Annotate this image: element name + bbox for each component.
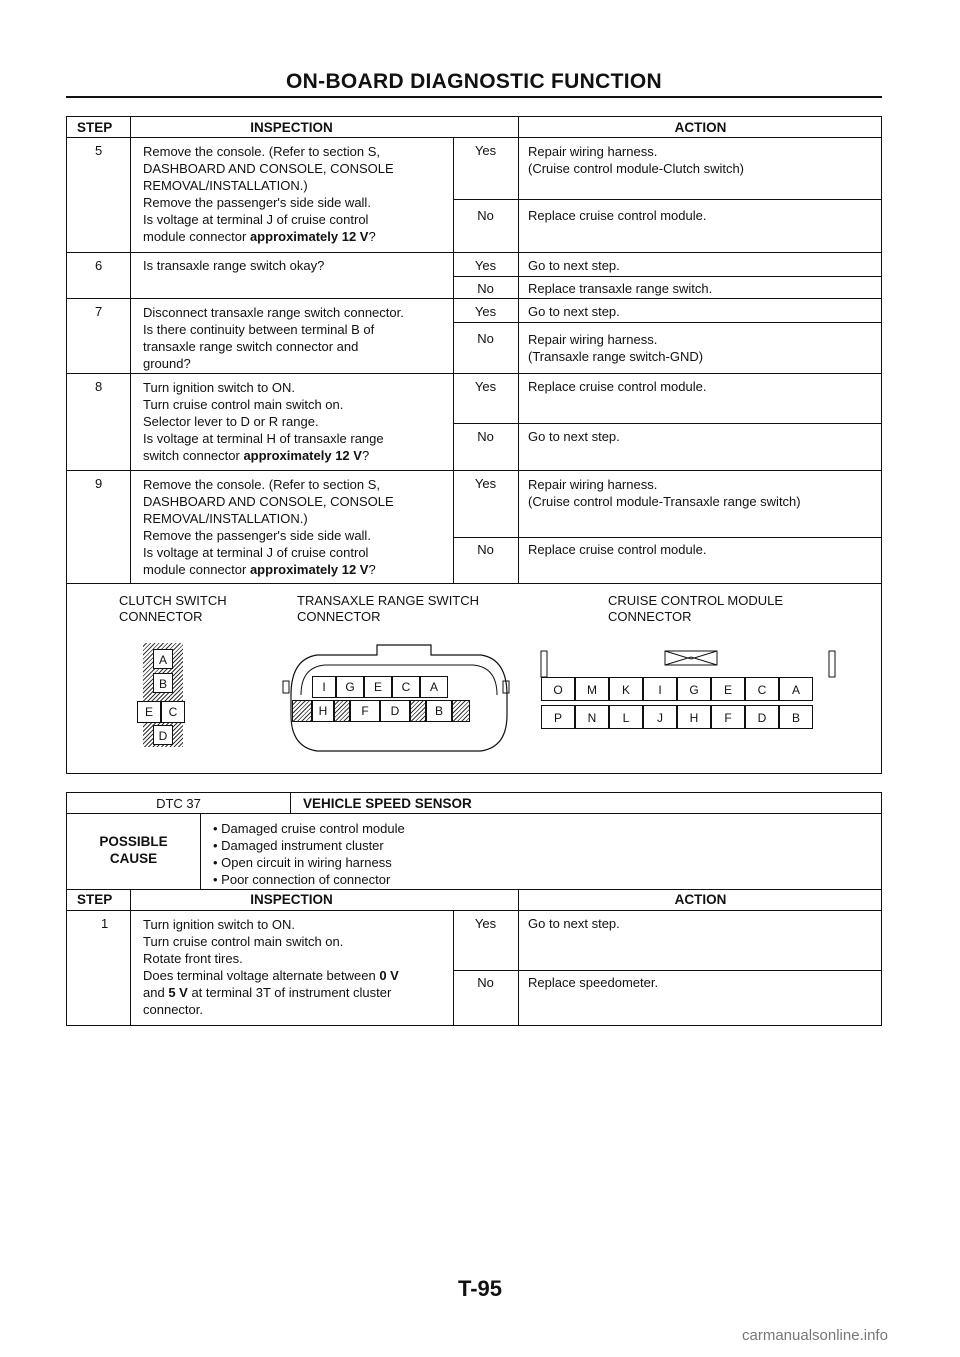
answer-no: No [477,975,494,990]
step-number: 7 [95,304,103,319]
pin-label: K [609,677,643,701]
pin-label: A [779,677,813,701]
divider [518,889,519,1025]
divider [518,117,519,583]
answer-no: No [477,208,494,223]
answer-yes: Yes [474,304,497,319]
action-text: Go to next step. [528,304,620,319]
pin-label: L [609,705,643,729]
pin-label: E [711,677,745,701]
action-text: Go to next step. [528,258,620,273]
step-number: 6 [95,258,103,273]
pin-label: B [779,705,813,729]
pin-label: I [643,677,677,701]
pin-label: E [364,676,392,698]
divider [453,199,881,200]
answer-no: No [477,542,494,557]
header-action: ACTION [674,120,727,135]
page-title: ON-BOARD DIAGNOSTIC FUNCTION [286,70,662,93]
header-step: STEP [77,120,113,135]
answer-yes: Yes [474,476,497,491]
divider [67,252,881,253]
action-text: Repair wiring harness. (Transaxle range switch-GND) [528,332,704,364]
divider [290,793,291,813]
list-item: • Damaged cruise control module [213,821,405,836]
divider [453,423,881,424]
possible-cause-label: POSSIBLE CAUSE [99,834,168,866]
action-text: Repair wiring harness. (Cruise control module-Transaxle range switch) [528,477,801,509]
pin-label: E [137,701,161,723]
step-number: 9 [95,476,103,491]
inspection-text: Disconnect transaxle range switch connector. Is there continuity between terminal B of transaxle range switch connector and ground? [143,305,404,371]
pin-label: I [312,676,336,698]
answer-no: No [477,281,494,296]
answer-yes: Yes [474,258,497,273]
divider [67,889,881,890]
list-item: • Damaged instrument cluster [213,838,384,853]
divider [67,813,881,814]
diagnostic-table-1 [66,116,882,774]
action-text: Go to next step. [528,916,620,931]
pin-label: C [161,701,185,723]
answer-no: No [477,331,494,346]
list-item: • Poor connection of connector [213,872,391,887]
action-text: Replace cruise control module. [528,379,707,394]
divider [67,298,881,299]
pin-label: B [426,700,452,722]
pin-label: D [153,725,173,745]
pin-label: C [392,676,420,698]
pin-label: P [541,705,575,729]
action-text: Go to next step. [528,429,620,444]
action-text: Replace cruise control module. [528,208,707,223]
step-number: 5 [95,143,103,158]
pin-label: M [575,677,609,701]
divider [453,137,454,583]
pin-label: J [643,705,677,729]
header-inspection: INSPECTION [250,892,333,907]
divider [67,137,881,138]
list-item: • Open circuit in wiring harness [213,855,392,870]
divider [453,276,881,277]
cause-list [213,820,405,888]
inspection-text: Turn ignition switch to ON. Turn cruise control main switch on. Selector lever to D or R range. Is voltage at terminal H of transaxle range switch connector approximately 12 V? [143,380,384,463]
inspection-text: Turn ignition switch to ON. Turn cruise control main switch on. Rotate front tires. Does terminal voltage alternate between 0 V and 5 V at terminal 3T of instrument cluster connector. [143,917,399,1017]
action-text: Replace transaxle range switch. [528,281,713,296]
answer-yes: Yes [474,916,497,931]
inspection-text: Is transaxle range switch okay? [143,258,325,273]
inspection-text: Remove the console. (Refer to section S, DASHBOARD AND CONSOLE, CONSOLE REMOVAL/INSTALLATION.) Remove the passenger's side side wall. Is voltage at terminal J of cruise control module connector approximately 12 V? [143,477,394,577]
pin-label: D [745,705,779,729]
pin-label: G [677,677,711,701]
pin-label: H [677,705,711,729]
divider [130,117,131,583]
divider [453,537,881,538]
action-text: Replace cruise control module. [528,542,707,557]
header-inspection: INSPECTION [250,120,333,135]
answer-yes: Yes [474,379,497,394]
divider [67,373,881,374]
title-rule [66,96,882,98]
divider [67,910,881,911]
pin-label: D [380,700,410,722]
action-text: Repair wiring harness. (Cruise control module-Clutch switch) [528,144,745,176]
divider [130,889,131,1025]
divider [453,322,881,323]
pin-label: F [350,700,380,722]
dtc-name: VEHICLE SPEED SENSOR [303,796,472,811]
pin-label: C [745,677,779,701]
pin-label: N [575,705,609,729]
pin-label: A [420,676,448,698]
header-action: ACTION [674,892,727,907]
watermark: carmanualsonline.info [742,1327,888,1344]
divider [67,583,881,584]
transaxle-connector-title: TRANSAXLE RANGE SWITCH CONNECTOR [297,593,480,624]
answer-yes: Yes [474,143,497,158]
inspection-text: Remove the console. (Refer to section S, DASHBOARD AND CONSOLE, CONSOLE REMOVAL/INSTALLATION.) Remove the passenger's side side wall. Is voltage at terminal J of cruise control module connector approximately 12 V? [143,144,394,244]
pin-label: G [336,676,364,698]
step-number: 8 [95,379,103,394]
pin-label: O [541,677,575,701]
header-step: STEP [77,892,113,907]
dtc-code: DTC 37 [156,796,201,811]
page-number: T-95 [457,1276,503,1301]
connector-latch [537,647,847,679]
action-text: Replace speedometer. [528,975,659,990]
divider [67,470,881,471]
step-number: 1 [101,916,109,931]
clutch-connector-title: CLUTCH SWITCH CONNECTOR [119,593,227,624]
pin-label: F [711,705,745,729]
pin-label: H [312,700,334,722]
pin-label: A [153,649,173,669]
pin-label: B [153,673,173,693]
answer-no: No [477,429,494,444]
divider [200,813,201,889]
diagnostic-table-2 [66,792,882,1026]
cruise-connector-title: CRUISE CONTROL MODULE CONNECTOR [608,593,784,624]
